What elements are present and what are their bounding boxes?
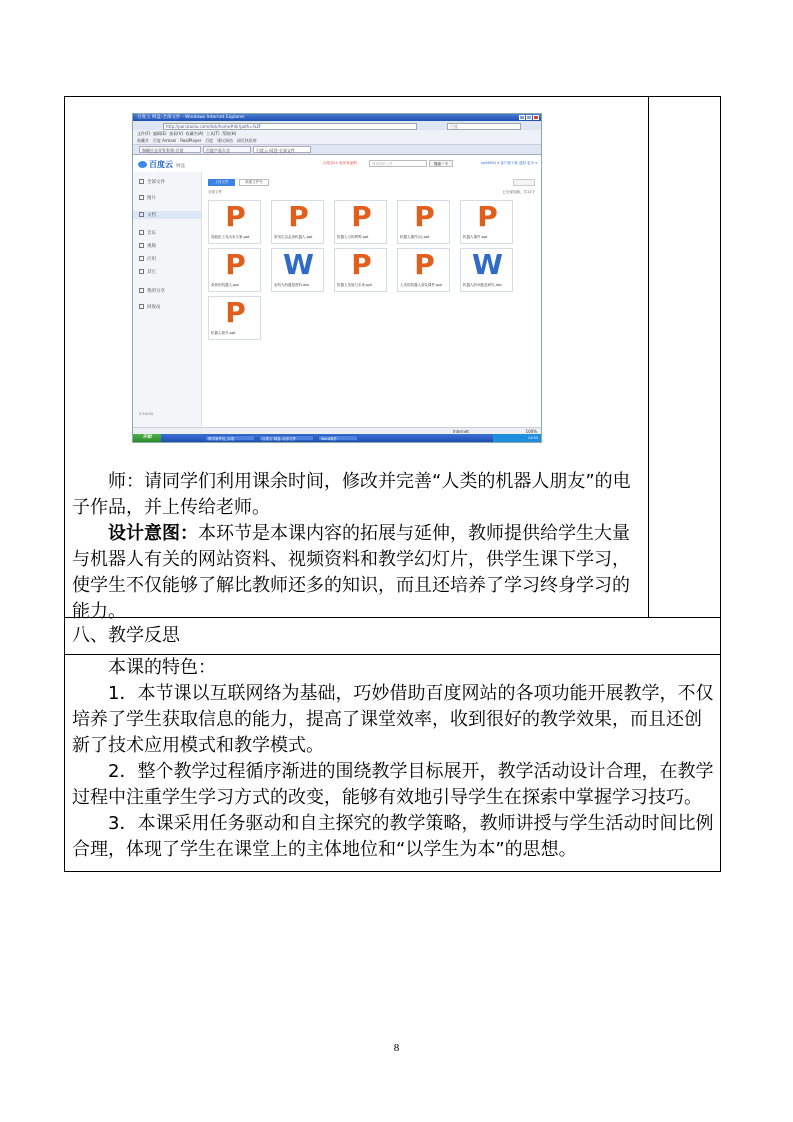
folder-icon	[139, 179, 144, 184]
favorite-link[interactable]: 建议网站	[216, 138, 233, 143]
sidebar-item-music[interactable]	[139, 230, 156, 236]
file-item[interactable]	[397, 200, 450, 244]
design-intent-text: 本环节是本课内容的拓展与延伸，教师提供给学生大量与机器人有关的网站资料、视频资料和教学幻灯片，供学生课下学习，使学生不仅能够了解比教师还多的知识，而且还培养了学习终身学习的能力。	[72, 523, 630, 622]
browser-menu	[133, 130, 541, 137]
file-name: 人类的机器人朋友课件.ppt	[400, 283, 442, 287]
file-name: 机器人课件(1).ppt	[400, 235, 430, 239]
sidebar-item-images[interactable]	[139, 195, 156, 201]
browser-title-bar	[133, 114, 541, 121]
file-name: 机器人的问题及研究.doc	[463, 283, 502, 287]
file-item[interactable]	[271, 248, 324, 292]
document-icon	[139, 212, 144, 217]
file-name: 机器人简介.ppt	[211, 331, 236, 335]
file-item[interactable]	[334, 200, 387, 244]
storage-usage: 0.5G/5G	[139, 412, 154, 416]
sidebar-item-docs[interactable]	[139, 212, 156, 218]
taskbar-item[interactable]: Word课件	[318, 435, 358, 441]
sidebar-item-video[interactable]	[139, 243, 156, 249]
zoom-level[interactable]: 100%	[525, 429, 537, 434]
word-icon: W	[283, 248, 314, 281]
ppt-icon: P	[414, 248, 435, 281]
baidu-logo[interactable]	[138, 159, 185, 170]
breadcrumb[interactable]: 全部文件	[208, 190, 222, 194]
file-item[interactable]	[208, 248, 261, 292]
sidebar-item-label: 文档	[147, 213, 156, 218]
browser-tab[interactable]: 和硬应去开发有领-百度	[139, 146, 201, 153]
promo-link[interactable]: 百度双11·装房有福利	[323, 161, 357, 165]
menu-item[interactable]: 文件(F)	[137, 131, 151, 136]
file-name: 机器人课件.ppt	[463, 235, 488, 239]
sidebar-item-label: 图片	[147, 196, 156, 201]
ppt-icon: P	[414, 200, 435, 233]
menu-item[interactable]: 查看(V)	[169, 131, 184, 136]
file-item[interactable]	[397, 248, 450, 292]
file-area	[202, 172, 541, 427]
teacher-instruction: 师：请同学们利用课余时间，修改并完善“人类的机器人朋友”的电子作品，并上传给老师。	[72, 471, 631, 518]
sidebar-item-share[interactable]	[139, 288, 165, 294]
sidebar-item-trash[interactable]	[139, 304, 161, 310]
security-zone: Internet	[453, 429, 469, 434]
file-item[interactable]	[460, 200, 513, 244]
taskbar-item[interactable]: 教学案件包_百度	[205, 435, 255, 441]
minimize-icon[interactable]	[519, 115, 525, 120]
share-icon	[139, 288, 144, 293]
view-toggle[interactable]	[513, 179, 535, 186]
design-intent	[72, 521, 644, 625]
file-name: 奇妙的机器人.ppt	[211, 283, 239, 287]
file-item[interactable]	[208, 296, 261, 340]
sidebar-item-apps[interactable]	[139, 256, 156, 262]
file-item[interactable]	[460, 248, 513, 292]
file-name: 机器人发展与未来.ppt	[337, 283, 372, 287]
menu-item[interactable]: 工具(T)	[205, 131, 220, 136]
section-title: 八、教学反思	[72, 625, 180, 646]
features-title: 本课的特色：	[108, 657, 216, 678]
favorites-bar	[133, 137, 541, 145]
lesson-table	[64, 96, 721, 872]
more-icon	[139, 269, 144, 274]
logo-sub: 网盘	[176, 164, 185, 169]
file-count: 已全部加载，共11个	[502, 190, 535, 194]
start-button[interactable]: 开始	[133, 434, 161, 442]
music-icon	[139, 230, 144, 235]
close-icon[interactable]	[533, 115, 539, 120]
top-links[interactable]: xp98091 ▾ 客户端下载 通知 更多 ▾	[480, 161, 537, 165]
menu-item[interactable]: 帮助(H)	[222, 131, 237, 136]
file-item[interactable]	[271, 200, 324, 244]
browser-title: 百度云 网盘-全部文件 - Windows Internet Explorer	[137, 115, 245, 120]
feature-item-2: 2．整个教学过程循序渐进的围绕教学目标展开，教学活动设计合理，在教学过程中注重学生学习方式的改变，能够有效地引导学生在探索中掌握学习技巧。	[72, 761, 714, 808]
image-icon	[139, 195, 144, 200]
baidu-pan-screenshot	[132, 113, 542, 443]
upload-button[interactable]: 上传文件	[208, 179, 235, 186]
windows-taskbar	[133, 434, 541, 442]
page-number: 8	[393, 1042, 400, 1054]
ppt-icon: P	[225, 200, 246, 233]
trash-icon	[139, 304, 144, 309]
sidebar-item-label: 全部文件	[147, 180, 165, 185]
taskbar-item[interactable]: 百度云 网盘-全部文件	[259, 435, 314, 441]
ppt-icon: P	[477, 200, 498, 233]
menu-item[interactable]: 收藏夹(A)	[185, 131, 204, 136]
address-input[interactable]: http://pan.baidu.com/disk/home#dir/path=%2F	[163, 123, 417, 130]
logo-text: 百度云	[149, 160, 173, 169]
column-divider	[648, 97, 649, 617]
favorite-link[interactable]: 百度 Armani	[152, 138, 177, 143]
maximize-icon[interactable]	[526, 115, 532, 120]
favorite-link[interactable]: RealPlayer	[180, 138, 202, 143]
ppt-icon: P	[225, 296, 246, 329]
favorite-link[interactable]: 网页快讯库	[236, 138, 257, 143]
feature-item-1: 1．本节课以互联网络为基础，巧妙借助百度网站的各项功能开展教学，不仅培养了学生获取信息的能力，提高了课堂效率，收到很好的教学效果，而且还创新了技术应用模式和教学模式。	[72, 683, 714, 756]
file-name: 智能化工具出来方案.ppt	[211, 235, 250, 239]
file-name: 室机为机器是资料.doc	[274, 283, 310, 287]
baidu-header	[133, 155, 541, 173]
apps-icon	[139, 256, 144, 261]
browser-tab[interactable]: 百度云 网盘-全部文件	[253, 146, 311, 153]
ppt-icon: P	[351, 248, 372, 281]
menu-item[interactable]: 编辑(E)	[152, 131, 167, 136]
new-folder-button[interactable]: 新建文件夹	[239, 179, 269, 186]
browser-tab[interactable]: 百度产品大全	[203, 146, 251, 153]
sidebar-item-label: 音乐	[147, 231, 156, 236]
sidebar-item-label: 视频	[147, 244, 156, 249]
system-clock: 14:53	[493, 434, 541, 442]
browser-search-input[interactable]: 百度	[447, 123, 521, 130]
sidebar-item-label: 我的分享	[147, 289, 165, 294]
sidebar-item-label: 回收站	[147, 305, 161, 310]
search-button[interactable]: 搜索一下	[429, 160, 453, 167]
sidebar-item-all[interactable]	[139, 179, 165, 185]
sidebar-item-other[interactable]	[139, 269, 156, 275]
file-name: 常用生活必须机器人.ppt	[274, 235, 313, 239]
feature-item-3: 3．本课采用任务驱动和自主探究的教学策略，教师讲授与学生活动时间比例合理，体现了学生在课堂上的主体地位和“以学生为本”的思想。	[72, 813, 714, 860]
design-intent-label: 设计意图：	[108, 523, 198, 544]
sidebar	[133, 172, 202, 427]
cloud-icon	[138, 161, 147, 168]
sidebar-item-label: 其它	[147, 270, 156, 275]
ppt-icon: P	[351, 200, 372, 233]
ppt-icon: P	[225, 248, 246, 281]
ppt-icon: P	[288, 200, 309, 233]
file-search-input[interactable]: 搜索您的文件	[369, 160, 427, 167]
video-icon	[139, 243, 144, 248]
favorite-link[interactable]: 收藏夹	[137, 138, 149, 143]
file-item[interactable]	[334, 248, 387, 292]
file-name: 机器人与的利弊.ppt	[337, 235, 369, 239]
file-item[interactable]	[208, 200, 261, 244]
favorite-link[interactable]: 百度	[205, 138, 214, 143]
word-icon: W	[472, 248, 503, 281]
sidebar-item-label: 应用	[147, 257, 156, 262]
browser-tabs	[133, 145, 541, 155]
